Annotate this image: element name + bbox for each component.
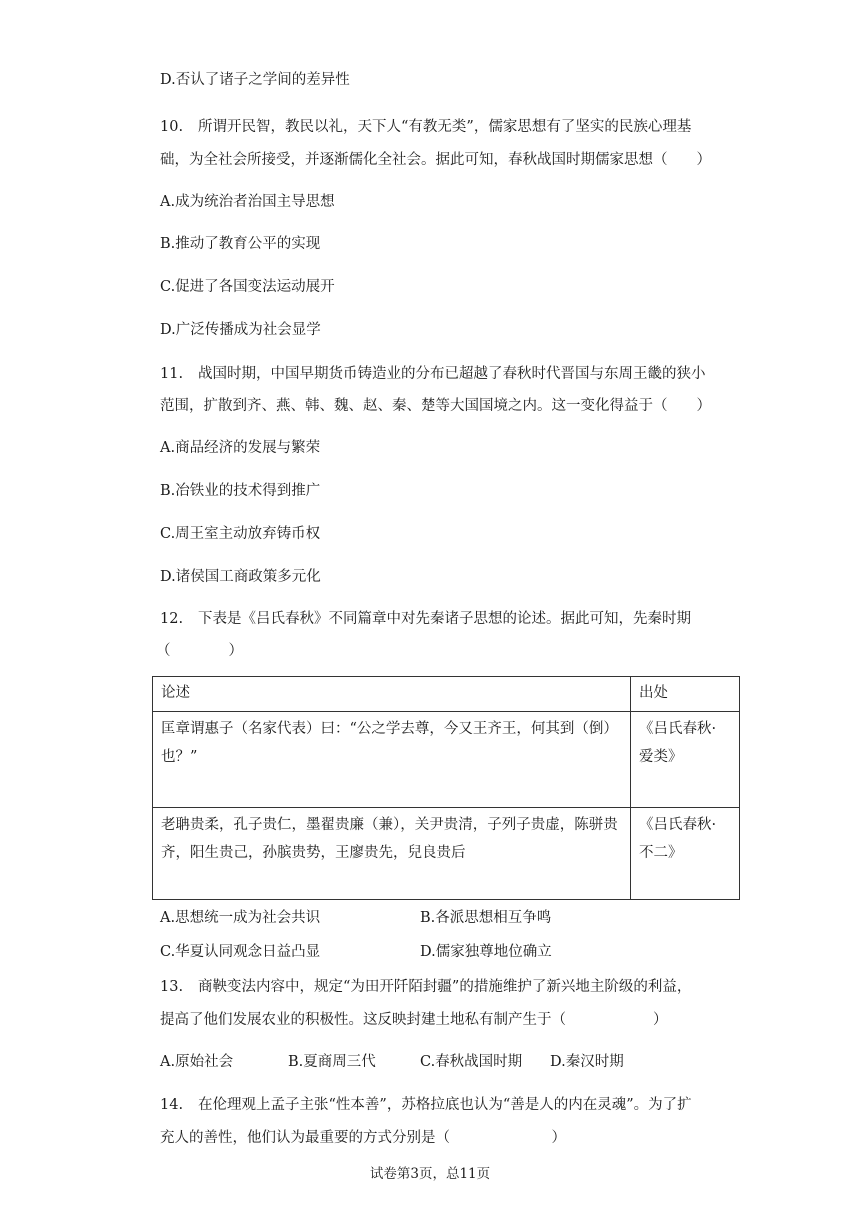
q10-text-1: 所谓开民智，教民以礼，天下人“有教无类”，儒家思想有了坚实的民族心理基 <box>198 119 692 135</box>
q11-stem-line1 <box>160 364 706 384</box>
q13-option-a: A.原始社会 <box>160 1054 234 1070</box>
q13-option-d: D.秦汉时期 <box>550 1054 624 1070</box>
q14-stem-line2: 充人的善性，他们认为最重要的方式分别是（ ） <box>160 1130 566 1146</box>
q13-number: 13. <box>160 979 184 995</box>
q10-option-d: D.广泛传播成为社会显学 <box>160 322 321 338</box>
q10-stem-line1 <box>160 117 691 137</box>
q11-option-b: B.冶铁业的技术得到推广 <box>160 483 321 499</box>
q13-text-1: 商鞅变法内容中，规定“为田开阡陌封疆”的措施维护了新兴地主阶级的利益， <box>198 979 692 995</box>
q12-table <box>152 676 740 900</box>
q12-stem-line1 <box>160 609 691 629</box>
table-row1-statement: 匡章谓惠子（名家代表）曰：“公之学去尊，今又王齐王，何其到（倒）也？” <box>161 721 618 765</box>
q11-stem-line2: 范围，扩散到齐、燕、韩、魏、赵、秦、楚等大国国境之内。这一变化得益于（ ） <box>160 398 711 414</box>
q10-option-b: B.推动了教育公平的实现 <box>160 236 321 252</box>
q12-text-1: 下表是《吕氏春秋》不同篇章中对先秦诸子思想的论述。据此可知，先秦时期 <box>198 611 691 627</box>
q10-option-a: A.成为统治者治国主导思想 <box>160 194 335 210</box>
q12-number: 12. <box>160 611 184 627</box>
q14-text-1: 在伦理观上孟子主张“性本善”，苏格拉底也认为“善是人的内在灵魂”。为了扩 <box>198 1097 692 1113</box>
q11-option-c: C.周王室主动放弃铸币权 <box>160 526 321 542</box>
table-row2-statement: 老聃贵柔，孔子贵仁，墨翟贵廉（兼），关尹贵清，子列子贵虚，陈骈贵齐，阳生贵己，孙膑贵势，王廖贵先，兒良贵后 <box>161 817 618 861</box>
table-header-statement: 论述 <box>161 685 190 701</box>
q14-number: 14. <box>160 1097 184 1113</box>
q13-option-c: C.春秋战国时期 <box>420 1054 523 1070</box>
q12-option-d: D.儒家独尊地位确立 <box>420 944 552 960</box>
table-header-source: 出处 <box>639 685 668 701</box>
q12-option-b: B.各派思想相互争鸣 <box>420 910 552 926</box>
q13-stem-line2: 提高了他们发展农业的积极性。这反映封建土地私有制产生于（ ） <box>160 1012 668 1028</box>
q13-option-b: B.夏商周三代 <box>288 1054 376 1070</box>
table-row2-source: 《吕氏春秋·不二》 <box>639 817 717 861</box>
q10-option-c: C.促进了各国变法运动展开 <box>160 279 335 295</box>
q11-text-1: 战国时期，中国早期货币铸造业的分布已超越了春秋时代晋国与东周王畿的狭小 <box>198 366 706 382</box>
q9-option-d: D.否认了诸子之学间的差异性 <box>160 72 350 88</box>
q11-option-d: D.诸侯国工商政策多元化 <box>160 569 321 585</box>
q12-option-c: C.华夏认同观念日益凸显 <box>160 944 321 960</box>
q11-number: 11. <box>160 366 184 382</box>
q12-option-a: A.思想统一成为社会共识 <box>160 910 321 926</box>
page-footer: 试卷第3页，总11页 <box>369 1166 491 1182</box>
q11-option-a: A.商品经济的发展与繁荣 <box>160 440 321 456</box>
q12-stem-line2: （ ） <box>156 643 243 659</box>
table-row-divider <box>153 807 739 808</box>
q10-stem-line2: 础，为全社会所接受，并逐渐儒化全社会。据此可知，春秋战国时期儒家思想（ ） <box>160 152 711 168</box>
q13-stem-line1 <box>160 977 691 997</box>
q10-number: 10. <box>160 119 184 135</box>
table-row1-source: 《吕氏春秋·爱类》 <box>639 721 717 765</box>
table-row-divider <box>153 711 739 712</box>
q14-stem-line1 <box>160 1095 692 1115</box>
